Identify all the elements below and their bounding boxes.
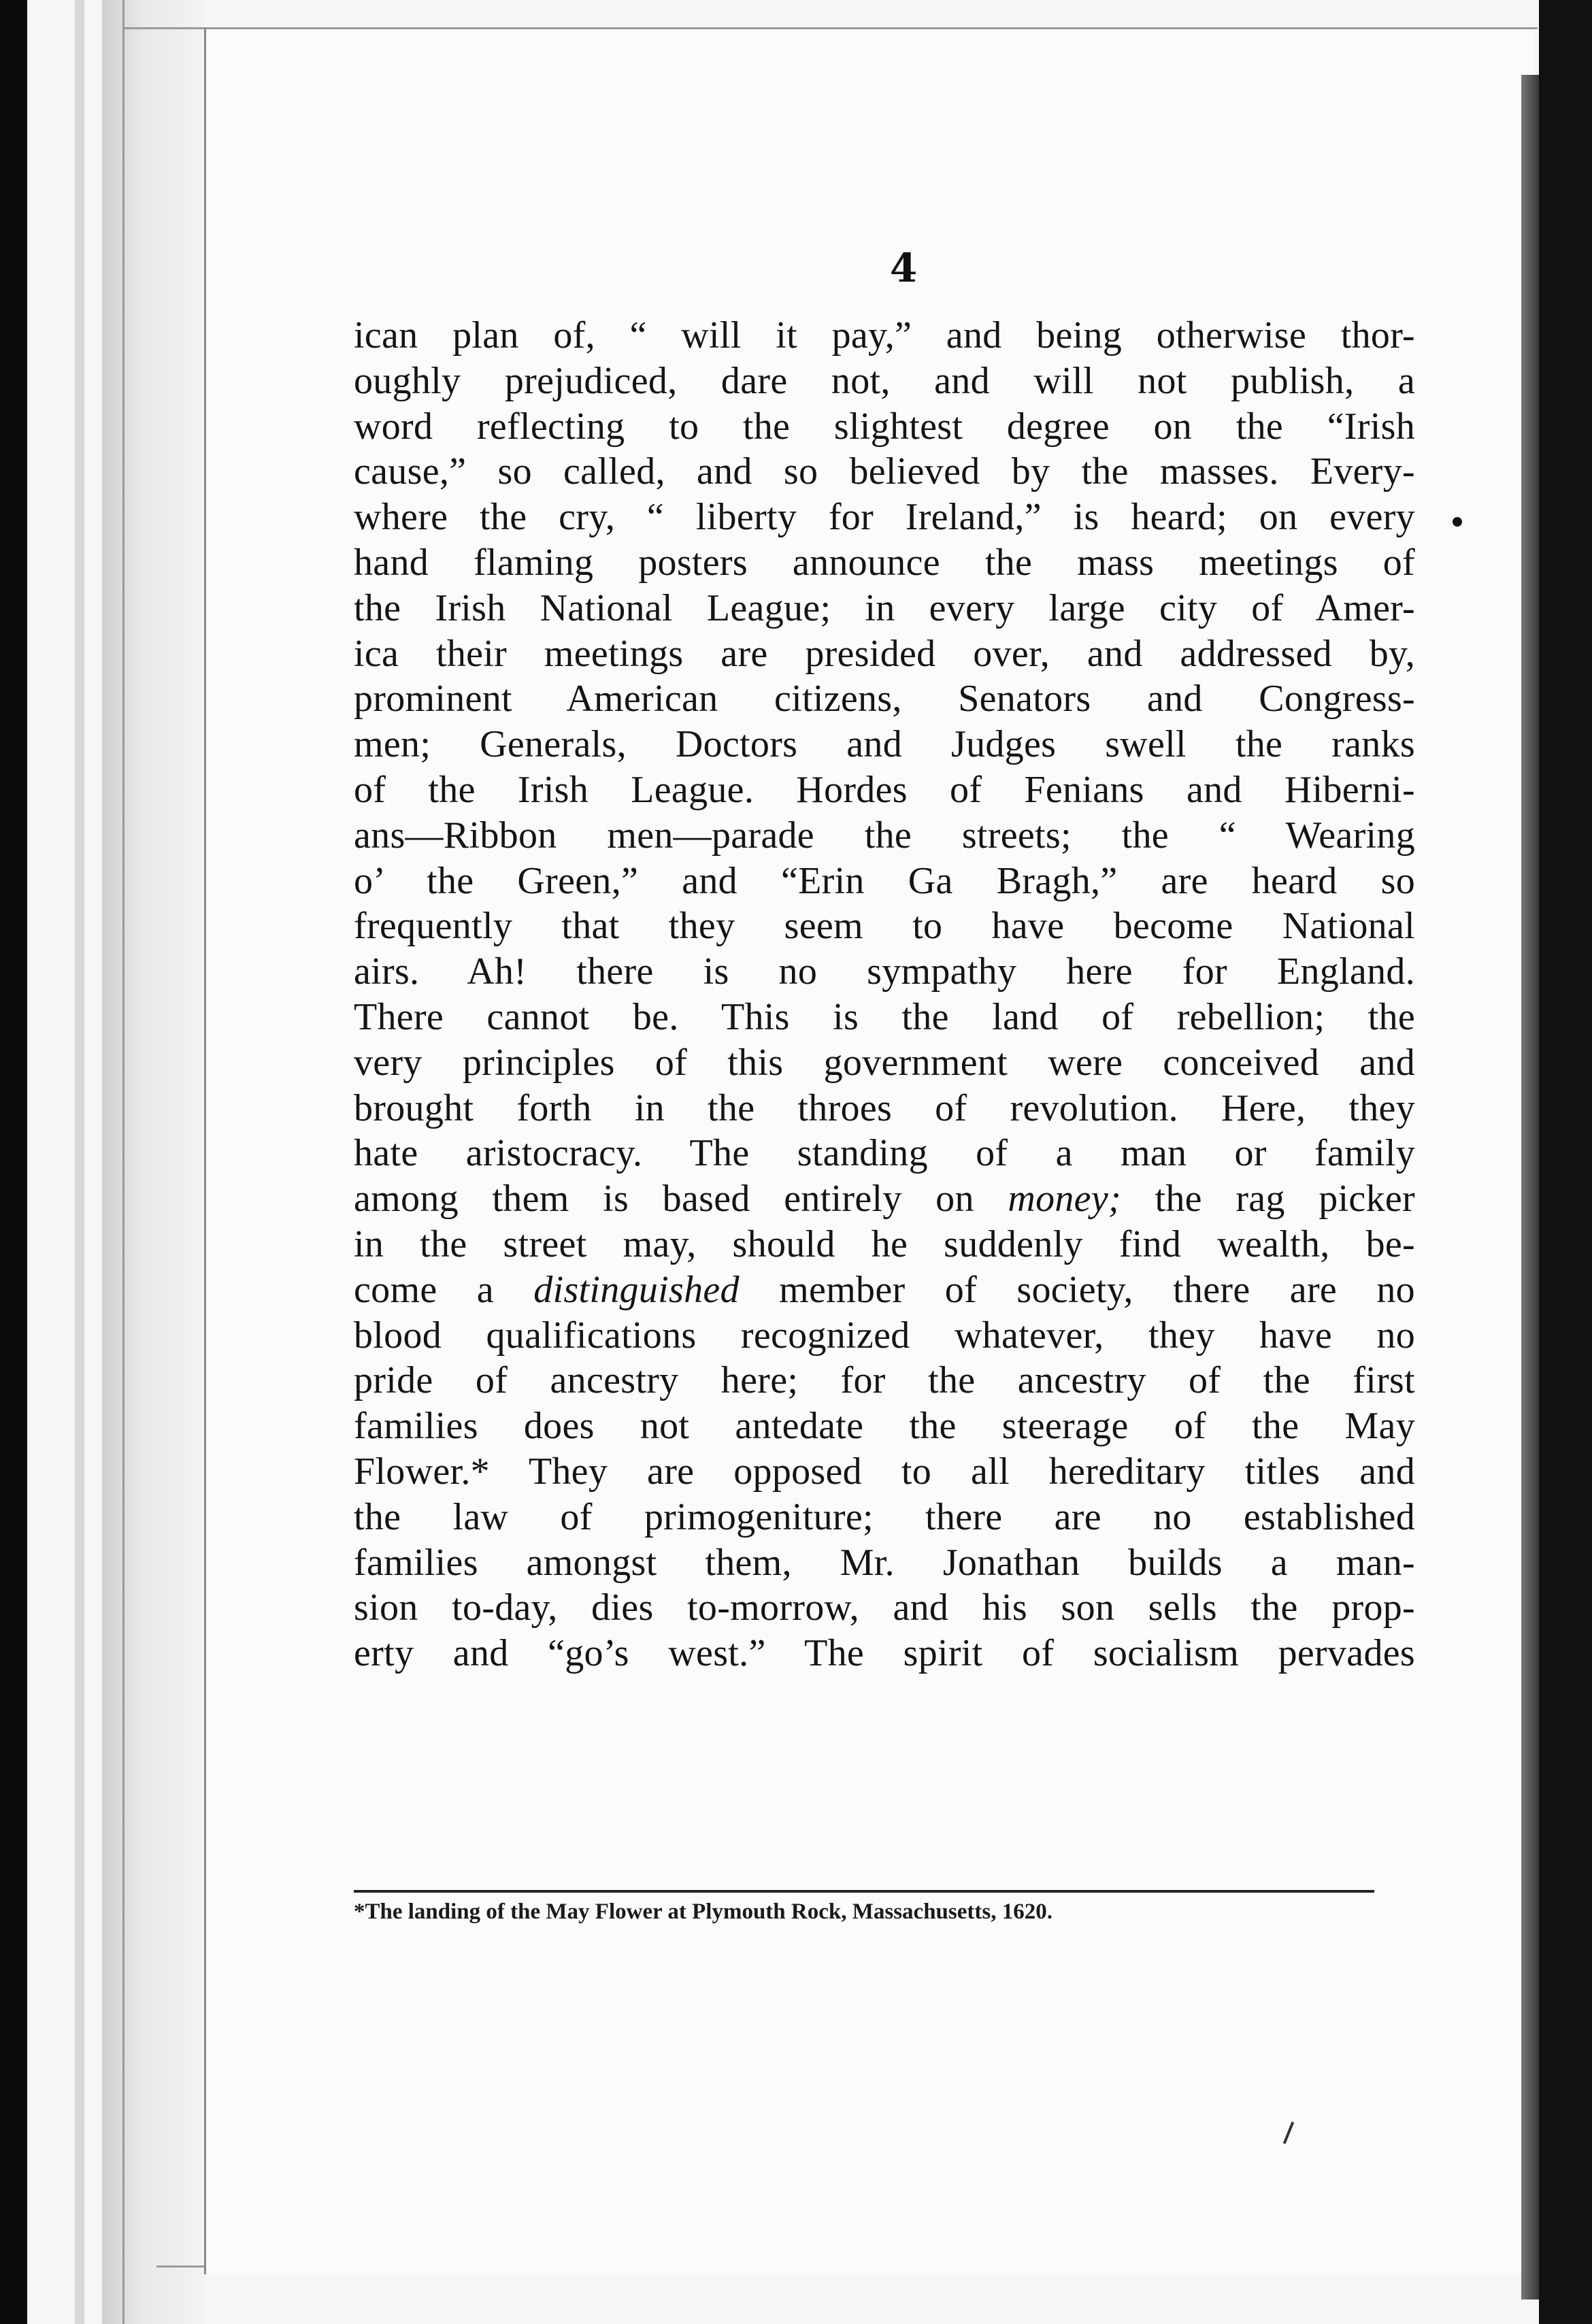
text-line: families amongst them, Mr. Jonathan builds a man- <box>354 1541 1415 1584</box>
text-line-start: come a <box>354 1268 494 1311</box>
text-line: men; Generals, Doctors and Judges swell the ranks <box>354 723 1415 766</box>
text-line: hate aristocracy. The standing of a man or family <box>354 1132 1415 1175</box>
text-line: families does not antedate the steerage of the May <box>354 1405 1415 1448</box>
text-line: cause,” so called, and so believed by the masses. Every- <box>354 450 1415 493</box>
text-line: airs. Ah! there is no sympathy here for England. <box>354 950 1415 993</box>
text-line: There cannot be. This is the land of rebellion; the <box>354 995 1415 1038</box>
text-line: Flower.* They are opposed to all hereditary titles and <box>354 1450 1415 1493</box>
italic-word-money: money; <box>1008 1178 1121 1221</box>
text-line: of the Irish League. Hordes of Fenians and Hiberni- <box>354 768 1415 811</box>
text-line: blood qualifications recognized whatever, they have no <box>354 1314 1415 1357</box>
text-line: the Irish National League; in every large city of Amer- <box>354 586 1415 629</box>
text-line: brought forth in the throes of revolution. Here, they <box>354 1086 1415 1129</box>
body-text <box>354 313 1415 1676</box>
text-line: ica their meetings are presided over, and addressed by, <box>354 632 1415 675</box>
border-line-left <box>122 0 125 2324</box>
margin-dot-mark <box>1453 517 1462 527</box>
text-line: o’ the Green,” and “Erin Ga Bragh,” are heard so <box>354 859 1415 902</box>
page-number: 4 <box>889 245 918 291</box>
page-edge <box>75 0 84 2324</box>
text-line: ican plan of, “ will it pay,” and being otherwise thor- <box>354 314 1415 356</box>
text-line-end: member of society, there are no <box>739 1268 1415 1311</box>
page-fold-shadow <box>1521 75 1540 2300</box>
page-edge-shadow <box>102 0 204 2324</box>
text-line: erty and “go’s west.” The spirit of socialism pervades <box>354 1632 1415 1675</box>
italic-word-distinguished: distinguished <box>533 1268 740 1311</box>
text-line-with-italic <box>354 1267 1415 1313</box>
text-line: oughly prejudiced, dare not, and will not publish, a <box>354 359 1415 402</box>
footnote: *The landing of the May Flower at Plymouth Rock, Massachusetts, 1620. <box>354 1899 1052 1924</box>
text-line: pride of ancestry here; for the ancestry of the first <box>354 1359 1415 1402</box>
text-line-with-italic <box>354 1176 1415 1222</box>
text-line: the law of primogeniture; there are no established <box>354 1495 1415 1538</box>
text-line: prominent American citizens, Senators and Congress- <box>354 678 1415 720</box>
text-line: ans—Ribbon men—parade the streets; the “ Wearing <box>354 814 1415 857</box>
text-line-start: among them is based entirely on <box>354 1178 974 1221</box>
text-line-end: the rag picker <box>1121 1178 1415 1221</box>
text-line: very principles of this government were conceived and <box>354 1041 1415 1084</box>
scan-background-right <box>1539 0 1592 2324</box>
text-line: in the street may, should he suddenly find wealth, be- <box>354 1223 1415 1265</box>
text-line: hand flaming posters announce the mass meetings of <box>354 541 1415 584</box>
text-line: word reflecting to the slightest degree on the “Irish <box>354 405 1415 448</box>
text-line: where the cry, “ liberty for Ireland,” is heard; on every <box>354 496 1415 539</box>
text-line: frequently that they seem to have become National <box>354 905 1415 948</box>
footnote-divider <box>354 1890 1374 1893</box>
text-line: sion to-day, dies to-morrow, and his son sells the prop- <box>354 1587 1415 1629</box>
